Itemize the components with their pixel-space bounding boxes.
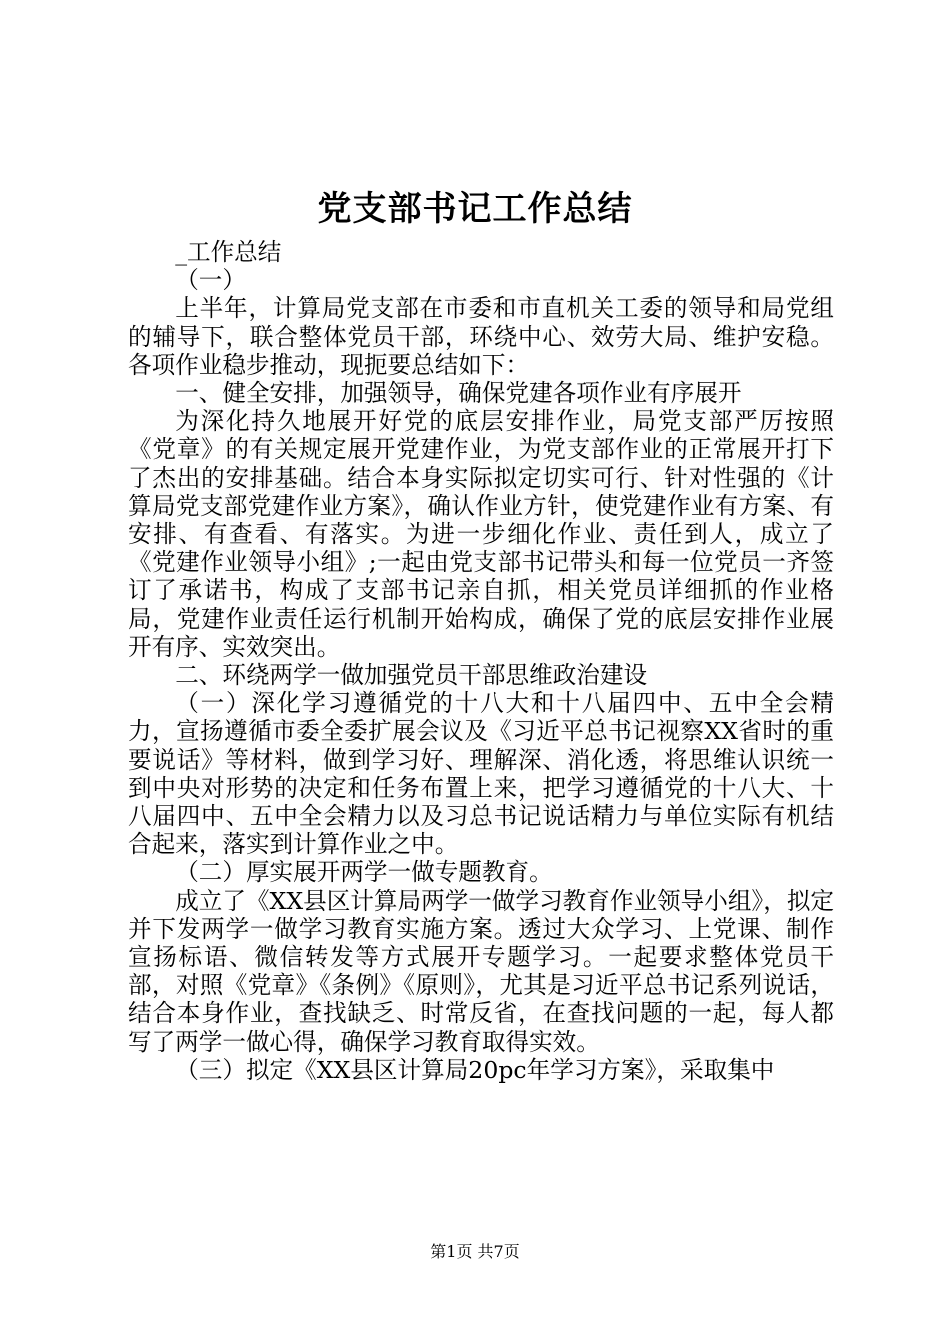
document-body xyxy=(128,238,834,1084)
paragraph-subtitle: _工作总结 xyxy=(175,238,282,266)
paragraph-section-marker: （一） xyxy=(175,266,246,295)
paragraph-section-2-item-3: （三）拟定《XX县区计算局20pc年学习方案》，采取集中 xyxy=(175,1055,775,1084)
paragraph-section-1: 为深化持久地展开好党的底层安排作业，局党支部严厉按照《党章》的有关规定展开党建作业，为党支部作业的正常展开打下了杰出的安排基础。结合本身实际拟定切实可行、针对性强的《计算局党支部党建作业方案》，确认作业方针，使党建作业有方案、有安排、有查看、有落实。为进一步细化作业、责任到人，成立了《党建作业领导小组》;一起由党支部书记带头和每一位党员一齐签订了承诺书，构成了支部书记亲自抓，相关党员详细抓的作业格局，党建作业责任运行机制开始构成，确保了党的底层安排作业展开有序、实效突出。 xyxy=(128,407,834,661)
heading-section-2-item-2: （二）厚实展开两学一做专题教育。 xyxy=(175,858,553,887)
paragraph-intro: 上半年，计算局党支部在市委和市直机关工委的领导和局党组的辅导下，联合整体党员干部，环绕中心、效劳大局、维护安稳。各项作业稳步推动，现扼要总结如下： xyxy=(128,294,834,379)
page-number-footer: 第1页 共7页 xyxy=(430,1242,520,1261)
heading-section-2: 二、环绕两学一做加强党员干部思维政治建设 xyxy=(175,661,648,690)
heading-section-1: 一、健全安排，加强领导，确保党建各项作业有序展开 xyxy=(175,379,742,408)
paragraph-section-2-item-1: （一）深化学习遵循党的十八大和十八届四中、五中全会精力，宣扬遵循市委全委扩展会议及《习近平总书记视察XX省时的重要说话》等材料，做到学习好、理解深、消化透，将思维认识统一到中央对形势的决定和任务布置上来，把学习遵循党的十八大、十八届四中、五中全会精力以及习总书记说话精力与单位实际有机结合起来，落实到计算作业之中。 xyxy=(128,689,834,859)
document-title: 党支部书记工作总结 xyxy=(317,189,633,229)
paragraph-section-2-item-2: 成立了《XX县区计算局两学一做学习教育作业领导小组》，拟定并下发两学一做学习教育实施方案。透过大众学习、上党课、制作宣扬标语、微信转发等方式展开专题学习。一起要求整体党员干部，对照《党章》《条例》《原则》，尤其是习近平总书记系列说话，结合本身作业，查找缺乏、时常反省，在查找问题的一起，每人都写了两学一做心得，确保学习教育取得实效。 xyxy=(128,886,835,1056)
